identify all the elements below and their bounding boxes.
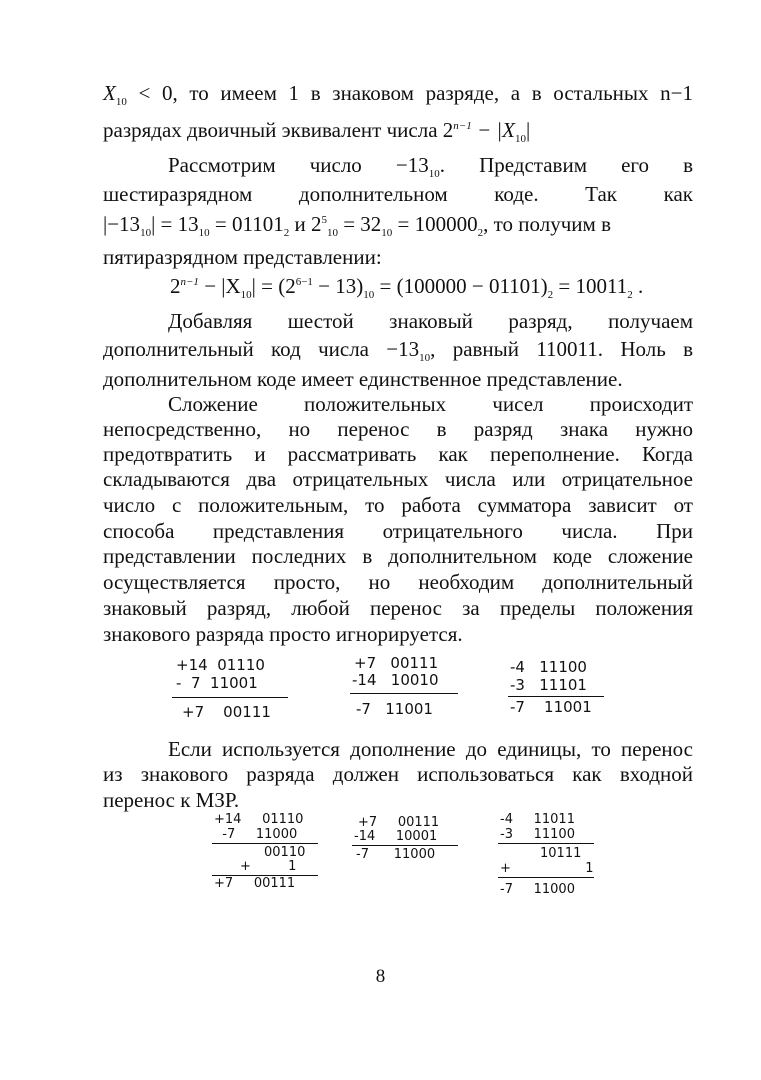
calc-row: - 7 11001 — [176, 674, 258, 692]
p4-line-1: Сложение положительных чисел происходит — [168, 392, 693, 416]
calc-row: +14 01110 — [214, 812, 304, 827]
calc-row: -3 11101 — [510, 676, 587, 694]
calc-carry: + 1 — [240, 859, 297, 874]
p4-line-7: представлении последних в дополнительном коде сложение — [103, 544, 693, 568]
calc-result: -7 11000 — [356, 847, 436, 862]
p1-line-2: разрядах двоичный эквивалент числа $2^{n-1} - |X_{10}|$ — [103, 118, 531, 146]
p5-line-2: из знакового разряда должен использоваться как входной — [103, 762, 693, 786]
p5-line-3: перенос к МЗР. — [103, 788, 240, 812]
sum-rule — [498, 843, 594, 844]
p4-line-4: складываются два отрицательных числа или отрицательное — [103, 467, 693, 491]
sum-rule — [172, 697, 288, 698]
p4-line-9: знаковый разряд, любой перенос за пределы положения — [103, 596, 693, 620]
calc-row: -14 10010 — [352, 671, 439, 689]
calc-row: +7 00111 — [354, 654, 439, 672]
calc-row: +14 01110 — [176, 656, 265, 674]
p3-line-3: дополнительном коде имеет единственное представление. — [103, 367, 623, 391]
sum-rule — [212, 843, 318, 844]
calc-result: -7 11000 — [500, 882, 575, 897]
sum-rule — [350, 693, 458, 694]
calc-row: -3 11100 — [500, 827, 575, 842]
calc-partial: 00110 — [264, 845, 306, 860]
calc-row: -4 11100 — [510, 658, 587, 676]
p4-line-10: знакового разряда просто игнорируется. — [103, 622, 463, 646]
calc-carry: + 1 — [500, 861, 594, 876]
calc-result: -7 11001 — [356, 700, 433, 718]
p2-line-2: шестиразрядном дополнительном коде. Так как — [103, 182, 693, 206]
calc-row: -7 11000 — [214, 827, 298, 842]
calc-result: -7 11001 — [510, 698, 592, 716]
calc-row: +7 00111 — [358, 815, 440, 830]
p4-line-8: осуществляется просто, но необходим дополнительный — [103, 570, 693, 594]
p1-line-1: $X_{10} < 0$, то имеем 1 в знаковом разряде, а в остальных n−1 — [103, 81, 693, 109]
p4-line-2: непосредственно, но перенос в разряд знака нужно — [103, 417, 693, 441]
p5-line-1: Если используется дополнение до единицы, то перенос — [168, 737, 693, 761]
p4-line-6: способа представления отрицательного числа. При — [103, 519, 693, 543]
page-number: 8 — [375, 966, 386, 987]
sum-rule — [352, 845, 458, 846]
p4-line-5: число с положительным, то работа сумматора зависит от — [103, 493, 693, 517]
sum-rule — [498, 877, 594, 878]
p2-line-1: Рассмотрим число $-13_{10}$. Представим его в — [168, 153, 693, 181]
sum-rule — [508, 696, 604, 697]
calc-partial: 10111 — [540, 846, 582, 861]
calc-row: -14 10001 — [354, 829, 438, 844]
p4-line-3: предотвратить и рассматривать как переполнение. Когда — [103, 442, 693, 466]
calc-row: -4 11011 — [500, 812, 575, 827]
p3-line-1: Добавляя шестой знаковый разряд, получаем — [168, 309, 693, 333]
p2-line-4: пятиразрядном представлении: — [103, 245, 382, 269]
p3-line-2: дополнительный код числа $-13_{10}$, равный 110011. Ноль в — [103, 337, 693, 365]
main-formula: $2^{n-1} - |X_{10}| = (2^{6-1} - 13)_{10} = (100000 - 01101)_2 = 10011_2$ . — [170, 274, 644, 302]
calc-result: +7 00111 — [182, 703, 271, 721]
p2-line-3: $|-13_{10}| = 13_{10} = 01101_2$ и $2^5_{10} = 32_{10} = 100000_2$, то получим в — [103, 212, 611, 240]
calc-result: +7 00111 — [214, 876, 296, 891]
